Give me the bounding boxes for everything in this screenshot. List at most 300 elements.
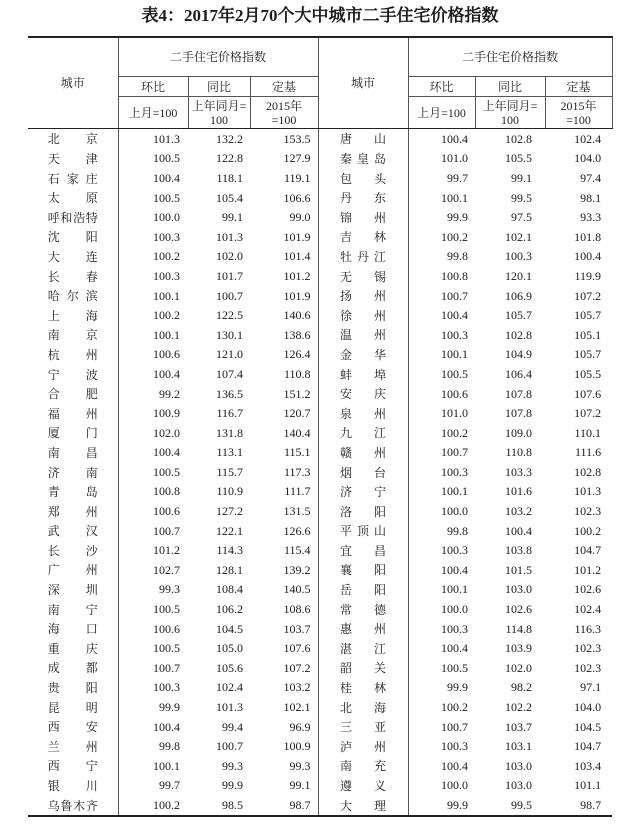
city-name-char: 洛 xyxy=(340,504,353,519)
right-base-cell: 102.4 xyxy=(574,131,602,146)
left-mom-cell: 100.5 xyxy=(153,151,180,166)
right-base-cell: 104.7 xyxy=(574,543,602,558)
left-yoy-cell: 128.1 xyxy=(216,562,243,577)
left-base-cell: 117.3 xyxy=(283,464,311,479)
city-name xyxy=(340,622,386,636)
right-mom-cell: 100.1 xyxy=(441,582,469,597)
city-name-char: 南 xyxy=(47,328,60,343)
right-base-cell: 101.8 xyxy=(574,229,602,244)
left-city-cell xyxy=(28,776,118,796)
city-name-char: 乌 xyxy=(47,798,60,813)
table-row xyxy=(28,540,612,560)
right-city-cell xyxy=(318,697,408,717)
right-yoy-cell: 103.0 xyxy=(505,758,533,773)
left-city-cell xyxy=(28,403,118,423)
city-name xyxy=(48,485,98,499)
right-yoy-cell: 103.7 xyxy=(505,719,533,734)
left-mom-cell: 101.3 xyxy=(153,131,180,146)
right-yoy-cell: 103.0 xyxy=(505,778,533,793)
city-name-char: 福 xyxy=(47,406,60,421)
city-name-char: 海 xyxy=(374,700,387,715)
right-city-cell xyxy=(318,560,408,580)
left-yoy-cell: 105.0 xyxy=(216,641,243,656)
table-row xyxy=(28,580,612,600)
city-name-char: 京 xyxy=(85,328,98,343)
city-name-char: 州 xyxy=(374,328,387,343)
left-base-cell: 99.3 xyxy=(289,758,311,773)
left-mom-cell: 100.2 xyxy=(153,249,180,264)
right-mom-cell: 100.0 xyxy=(441,778,469,793)
left-yoy-cell: 99.4 xyxy=(222,719,243,734)
left-mom-cell: 100.4 xyxy=(153,170,180,185)
city-name xyxy=(340,642,386,656)
city-name-char: 津 xyxy=(85,152,98,167)
city-name-char: 州 xyxy=(85,504,98,519)
city-name xyxy=(340,368,386,382)
right-mom-cell: 100.2 xyxy=(441,425,469,440)
left-city-cell xyxy=(28,717,118,737)
right-mom-cell: 100.1 xyxy=(441,484,469,499)
left-base-cell: 99.1 xyxy=(289,778,311,793)
city-name xyxy=(48,211,98,225)
table-row xyxy=(28,697,612,717)
right-yoy-cell: 102.6 xyxy=(505,602,533,617)
left-city-cell xyxy=(28,149,118,169)
city-name-char: 山 xyxy=(374,132,387,147)
city-name-char: 泸 xyxy=(340,739,353,754)
right-base-cell: 104.0 xyxy=(574,151,602,166)
left-base-cell: 151.2 xyxy=(283,386,311,401)
city-name-char: 州 xyxy=(374,445,387,460)
city-name-char: 州 xyxy=(85,347,98,362)
right-yoy-cell: 101.5 xyxy=(505,562,533,577)
left-yoy-cell: 105.4 xyxy=(216,190,243,205)
table-row xyxy=(28,658,612,678)
city-name-char: 重 xyxy=(47,641,60,656)
city-name-char: 充 xyxy=(374,759,387,774)
left-yoy-cell: 104.5 xyxy=(216,621,243,636)
left-mom-cell: 100.2 xyxy=(153,308,180,323)
city-name-char: 秦 xyxy=(340,152,353,167)
left-city-cell xyxy=(28,384,118,404)
left-city-cell xyxy=(28,658,118,678)
left-city-cell xyxy=(28,560,118,580)
left-city-cell xyxy=(28,207,118,227)
base-line: 100 xyxy=(501,112,520,127)
left-mom-cell: 100.5 xyxy=(153,190,180,205)
left-base-cell: 115.4 xyxy=(283,543,311,558)
city-name-char: 泉 xyxy=(340,406,353,421)
header-row-1 xyxy=(28,37,612,77)
city-name-char: 北 xyxy=(340,700,353,715)
city-name-char: 口 xyxy=(85,622,98,637)
table-row xyxy=(28,364,612,384)
left-mom-cell: 100.4 xyxy=(153,719,180,734)
right-yoy-cell: 100.4 xyxy=(505,523,533,538)
right-city-cell xyxy=(318,325,408,345)
left-yoy-cell: 127.2 xyxy=(216,504,243,519)
left-mom-cell: 102.0 xyxy=(153,425,180,440)
left-yoy-cell: 131.8 xyxy=(216,425,243,440)
right-base-cell: 100.2 xyxy=(574,523,602,538)
city-name-char: 林 xyxy=(374,681,387,696)
city-name-char: 赣 xyxy=(340,445,353,460)
left-yoy-cell: 114.3 xyxy=(216,543,243,558)
city-name-char: 烟 xyxy=(340,465,353,480)
city-name xyxy=(48,720,98,734)
right-city-cell xyxy=(318,678,408,698)
left-mom-cell: 100.3 xyxy=(153,229,180,244)
city-name-char: 理 xyxy=(374,798,387,813)
city-name-char: 武 xyxy=(47,524,60,539)
city-name xyxy=(340,387,386,401)
city-name-char: 阳 xyxy=(374,563,387,578)
right-mom-cell: 100.4 xyxy=(441,308,469,323)
left-mom-cell: 100.6 xyxy=(153,621,180,636)
city-name xyxy=(48,230,98,244)
city-name-char: 阳 xyxy=(85,230,98,245)
right-mom-cell: 100.8 xyxy=(441,268,469,283)
city-name-char: 州 xyxy=(374,289,387,304)
table-row xyxy=(28,599,612,619)
right-mom-cell: 101.0 xyxy=(441,151,469,166)
left-base-cell: 106.6 xyxy=(283,190,311,205)
city-name-char: 大 xyxy=(340,798,353,813)
city-name-char: 丹 xyxy=(340,191,353,206)
right-city-cell xyxy=(318,658,408,678)
city-name-char: 汉 xyxy=(85,524,98,539)
left-city-cell xyxy=(28,462,118,482)
left-base-cell: 96.9 xyxy=(289,719,311,734)
right-city-cell xyxy=(318,443,408,463)
city-name xyxy=(340,466,386,480)
left-base-cell: 101.2 xyxy=(283,268,311,283)
city-name-char: 长 xyxy=(47,269,60,284)
right-city-cell xyxy=(318,384,408,404)
left-mom-cell: 100.3 xyxy=(153,680,180,695)
right-yoy-cell: 102.0 xyxy=(505,660,533,675)
left-city-cell xyxy=(28,227,118,247)
right-city-cell xyxy=(318,736,408,756)
city-name-char: 台 xyxy=(374,465,387,480)
right-yoy-cell: 98.2 xyxy=(511,680,533,695)
right-mom-cell: 100.4 xyxy=(441,641,469,656)
city-name-char: 唐 xyxy=(340,132,353,147)
right-city-cell xyxy=(318,482,408,502)
right-mom-cell: 100.7 xyxy=(441,288,469,303)
left-mom-cell: 100.5 xyxy=(153,602,180,617)
left-mom-cell: 99.7 xyxy=(159,778,180,793)
left-city-cell xyxy=(28,443,118,463)
right-city-cell xyxy=(318,266,408,286)
city-name xyxy=(48,505,98,519)
left-base-cell: 119.1 xyxy=(283,170,311,185)
city-name-char: 海 xyxy=(47,622,60,637)
city-name xyxy=(48,446,98,460)
right-city-cell xyxy=(318,188,408,208)
city-name xyxy=(48,132,98,146)
table-row xyxy=(28,149,612,169)
right-yoy-cell: 106.4 xyxy=(505,366,533,381)
right-city-cell xyxy=(318,149,408,169)
city-name-char: 和 xyxy=(60,210,73,225)
right-base-cell: 104.7 xyxy=(574,739,602,754)
left-base-cell: 101.9 xyxy=(283,288,311,303)
right-yoy-cell: 107.8 xyxy=(505,406,533,421)
right-mom-cell: 100.4 xyxy=(441,758,469,773)
left-mom-cell: 100.5 xyxy=(153,464,180,479)
city-name-char: 浩 xyxy=(73,210,86,225)
right-yoy-cell: 102.2 xyxy=(505,700,533,715)
city-name-char: 济 xyxy=(47,465,60,480)
left-yoy-cell: 108.4 xyxy=(216,582,243,597)
left-mom-cell: 100.7 xyxy=(153,660,180,675)
city-name-char: 湛 xyxy=(340,641,353,656)
right-city-cell xyxy=(318,756,408,776)
right-fixed-base xyxy=(545,97,612,129)
city-name xyxy=(340,740,386,754)
left-city-cell xyxy=(28,736,118,756)
city-name xyxy=(340,720,386,734)
right-city-cell xyxy=(318,540,408,560)
city-name xyxy=(340,505,386,519)
left-base-cell: 110.8 xyxy=(283,366,311,381)
right-yoy-cell: 100.3 xyxy=(505,249,533,264)
city-name-char: 九 xyxy=(340,426,353,441)
right-base-cell: 102.8 xyxy=(574,464,602,479)
right-yoy-cell: 103.9 xyxy=(505,641,533,656)
left-yoy-cell: 118.1 xyxy=(216,170,243,185)
right-city-cell xyxy=(318,207,408,227)
city-name-char: 头 xyxy=(374,171,387,186)
left-yoy-cell: 132.2 xyxy=(216,131,243,146)
city-name xyxy=(48,172,98,186)
left-mom-cell: 100.5 xyxy=(153,641,180,656)
city-name xyxy=(340,407,386,421)
city-name-char: 齐 xyxy=(85,798,98,813)
right-city-cell xyxy=(318,364,408,384)
city-name xyxy=(48,466,98,480)
left-yoy-cell: 100.7 xyxy=(216,739,243,754)
base-line: 2015年 xyxy=(266,98,303,113)
right-yoy-cell: 103.0 xyxy=(505,582,533,597)
right-mom-cell: 100.3 xyxy=(441,464,469,479)
city-name xyxy=(48,426,98,440)
city-name-char: 吉 xyxy=(340,230,353,245)
right-base-cell: 104.5 xyxy=(574,719,602,734)
city-name xyxy=(340,661,386,675)
right-base-cell: 102.6 xyxy=(574,582,602,597)
left-city-cell xyxy=(28,501,118,521)
right-base-cell: 116.3 xyxy=(574,621,602,636)
right-mom-cell: 101.0 xyxy=(441,406,469,421)
table-body xyxy=(28,129,612,816)
left-base-cell: 131.5 xyxy=(283,504,311,519)
city-name-char: 广 xyxy=(47,563,60,578)
table-title: 表4：2017年2月70个大中城市二手住宅价格指数 xyxy=(141,6,499,25)
city-name xyxy=(340,524,386,538)
city-name-char: 厦 xyxy=(47,426,60,441)
right-base-cell: 111.6 xyxy=(574,445,602,460)
base-line: =100 xyxy=(566,112,591,127)
right-yoy-cell: 99.5 xyxy=(511,190,533,205)
city-name-char: 州 xyxy=(374,622,387,637)
city-name xyxy=(48,759,98,773)
city-name-char: 宁 xyxy=(85,759,98,774)
left-city-cell xyxy=(28,619,118,639)
city-name xyxy=(340,309,386,323)
right-mom-cell: 100.2 xyxy=(441,229,469,244)
city-name-char: 东 xyxy=(374,191,387,206)
city-name-char: 牡 xyxy=(340,249,353,264)
left-city-cell xyxy=(28,266,118,286)
city-name-char: 肥 xyxy=(85,387,98,402)
right-base-cell: 119.9 xyxy=(574,268,602,283)
left-base-cell: 100.9 xyxy=(283,739,311,754)
table-row xyxy=(28,521,612,541)
city-name xyxy=(48,740,98,754)
city-name-char: 州 xyxy=(85,739,98,754)
city-name xyxy=(340,328,386,342)
table-row xyxy=(28,305,612,325)
left-city-header: 城市 xyxy=(28,37,118,129)
right-base-cell: 102.3 xyxy=(574,504,602,519)
right-mom-cell: 100.3 xyxy=(441,739,469,754)
table-row xyxy=(28,638,612,658)
right-mom-cell: 100.4 xyxy=(441,562,469,577)
city-name-char: 宁 xyxy=(85,602,98,617)
city-name-char: 无 xyxy=(340,269,353,284)
right-base-cell: 105.1 xyxy=(574,327,602,342)
city-name-char: 西 xyxy=(47,720,60,735)
left-mom-cell: 100.9 xyxy=(153,406,180,421)
left-base-cell: 140.4 xyxy=(283,425,311,440)
city-name xyxy=(340,289,386,303)
left-city-cell xyxy=(28,795,118,816)
city-name-char: 三 xyxy=(340,720,353,735)
city-name-char: 阳 xyxy=(85,681,98,696)
city-name-char: 沙 xyxy=(85,543,98,558)
city-name-char: 庆 xyxy=(374,387,387,402)
left-base-cell: 120.7 xyxy=(283,406,311,421)
right-mom-cell: 100.1 xyxy=(441,347,469,362)
city-name-char: 州 xyxy=(85,406,98,421)
city-name-char: 阳 xyxy=(374,504,387,519)
right-mom-cell: 100.3 xyxy=(441,543,469,558)
city-name xyxy=(340,426,386,440)
left-mom-cell: 99.8 xyxy=(159,739,180,754)
city-name-char: 顶 xyxy=(357,524,370,539)
left-mom-cell: 100.1 xyxy=(153,327,180,342)
city-name-char: 州 xyxy=(85,563,98,578)
right-city-cell xyxy=(318,619,408,639)
right-yoy-cell: 105.7 xyxy=(505,308,533,323)
left-city-cell xyxy=(28,580,118,600)
city-name xyxy=(48,544,98,558)
right-yoy-cell: 110.8 xyxy=(505,445,533,460)
left-mom-cell: 100.6 xyxy=(153,504,180,519)
left-base-cell: 111.7 xyxy=(284,484,311,499)
right-base-cell: 98.1 xyxy=(580,190,602,205)
city-name-char: 鲁 xyxy=(60,798,73,813)
city-name xyxy=(48,348,98,362)
right-city-cell xyxy=(318,403,408,423)
city-name-char: 山 xyxy=(374,524,387,539)
right-yoy-cell: 114.8 xyxy=(505,621,533,636)
city-name-char: 锦 xyxy=(340,210,353,225)
city-name xyxy=(340,701,386,715)
city-name-char: 庆 xyxy=(85,641,98,656)
right-base-cell: 102.3 xyxy=(574,641,602,656)
left-city-cell xyxy=(28,168,118,188)
city-name-char: 关 xyxy=(374,661,387,676)
left-yoy-cell: 105.6 xyxy=(216,660,243,675)
city-name-char: 州 xyxy=(374,406,387,421)
city-name-char: 韶 xyxy=(340,661,353,676)
base-line: =100 xyxy=(271,112,297,127)
right-yoy-cell: 120.1 xyxy=(505,268,533,283)
right-yoy-cell: 101.6 xyxy=(505,484,533,499)
city-name xyxy=(48,642,98,656)
left-base-cell: 99.0 xyxy=(289,210,311,225)
city-name-char: 川 xyxy=(85,779,98,794)
table-row xyxy=(28,423,612,443)
left-base-cell: 140.5 xyxy=(283,582,311,597)
right-mom-cell: 99.8 xyxy=(447,249,469,264)
left-mom-cell: 100.0 xyxy=(153,210,180,225)
city-name-char: 原 xyxy=(85,191,98,206)
city-name xyxy=(48,779,98,793)
left-city-cell xyxy=(28,129,118,149)
city-name-char: 庄 xyxy=(85,171,98,186)
right-base-cell: 105.7 xyxy=(574,347,602,362)
left-mom-cell: 101.2 xyxy=(153,543,180,558)
city-name-char: 特 xyxy=(85,210,98,225)
price-index-table xyxy=(28,36,613,817)
right-city-cell xyxy=(318,168,408,188)
right-mom-base xyxy=(408,97,475,129)
right-city-cell xyxy=(318,462,408,482)
table-row xyxy=(28,247,612,267)
city-name xyxy=(340,348,386,362)
left-city-cell xyxy=(28,599,118,619)
city-name-char: 包 xyxy=(340,171,353,186)
left-yoy-cell: 107.4 xyxy=(216,366,243,381)
city-name-char: 尔 xyxy=(66,289,79,304)
table-row xyxy=(28,443,612,463)
right-yoy-cell: 107.8 xyxy=(505,386,533,401)
city-name-char: 州 xyxy=(374,308,387,323)
right-index-header: 二手住宅价格指数 xyxy=(408,37,612,77)
left-yoy-cell: 102.4 xyxy=(216,680,243,695)
right-yoy-cell: 102.1 xyxy=(505,229,533,244)
table-row xyxy=(28,384,612,404)
city-name xyxy=(48,309,98,323)
city-name-char: 宁 xyxy=(374,485,387,500)
city-name-char: 昆 xyxy=(47,700,60,715)
city-name-char: 郑 xyxy=(47,504,60,519)
left-yoy-cell: 101.3 xyxy=(216,229,243,244)
right-mom-cell: 100.1 xyxy=(441,190,469,205)
right-yoy-cell: 103.8 xyxy=(505,543,533,558)
city-name xyxy=(48,681,98,695)
table-row xyxy=(28,482,612,502)
left-fixed-base xyxy=(250,97,318,129)
city-name xyxy=(340,681,386,695)
city-name-char: 岳 xyxy=(340,583,353,598)
left-city-cell xyxy=(28,325,118,345)
left-yoy-cell: 102.0 xyxy=(216,249,243,264)
